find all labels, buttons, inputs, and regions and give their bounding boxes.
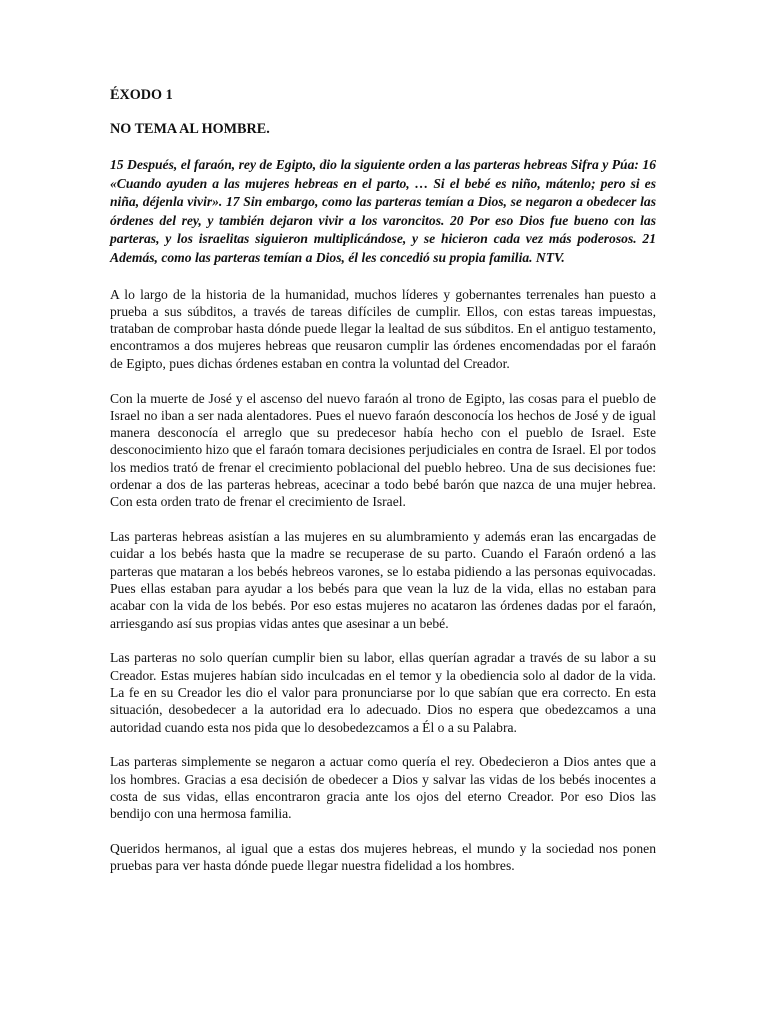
scripture-quote: 15 Después, el faraón, rey de Egipto, dio la siguiente orden a las parteras hebreas Sifra y Púa: 16 «Cuando ayuden a las mujeres hebreas en el parto, … Si el bebé es niño, mátenlo; pero si es niña, déjenla vivir». 17 Sin embargo, como las parteras temían a Dios, se negaron a obedecer las órdenes del rey, y también dejaron vivir a los varoncitos. 20 Por eso Dios fue bueno con las parteras, y los israelitas siguieron multiplicándose, y se hicieron cada vez más poderosos. 21 Además, como las parteras temían a Dios, él les concedió su propia familia. NTV. bbox=[110, 157, 656, 265]
paragraph-5: Las parteras simplemente se negaron a actuar como quería el rey. Obedecieron a Dios antes que a los hombres. Gracias a esa decisión de obedecer a Dios y salvar las vidas de los bebés inocentes a costa de sus vidas, ellas encontraron gracia ante los ojos del eterno Creador. Por eso Dios las bendijo con una hermosa familia. bbox=[110, 754, 656, 822]
document-page bbox=[110, 86, 656, 892]
paragraph-4: Las parteras no solo querían cumplir bien su labor, ellas querían agradar a través de su labor a su Creador. Estas mujeres habían sido inculcadas en el temor y la obediencia solo al dador de la vida. La fe en su Creador les dio el valor para pronunciarse por lo que sabían que era correcto. En esta situación, desobedecer a la autoridad era lo adecuado. Dios no espera que obedezcamos a una autoridad cuando esta nos pida que lo desobedezcamos a Él o a su Palabra. bbox=[110, 650, 656, 735]
paragraph-3: Las parteras hebreas asistían a las mujeres en su alumbramiento y además eran las encargadas de cuidar a los bebés hasta que la madre se recuperase de su parto. Cuando el Faraón ordenó a las parteras que mataran a los bebés hebreos varones, se lo estaba pidiendo a las personas equivocadas. Pues ellas estaban para ayudar a los bebés para que vean la luz de la vida, ellas no estaban para acabar con la vida de los bebés. Por eso estas mujeres no acataron las órdenes dadas por el faraón, arriesgando así sus propias vidas antes que asesinar a un bebé. bbox=[110, 529, 656, 631]
page-title: ÉXODO 1 bbox=[110, 87, 173, 103]
page-subtitle: NO TEMA AL HOMBRE. bbox=[110, 121, 270, 137]
paragraph-2: Con la muerte de José y el ascenso del nuevo faraón al trono de Egipto, las cosas para el pueblo de Israel no iban a ser nada alentadores. Pues el nuevo faraón desconocía los hechos de José y de igual manera desconocía el arreglo que su predecesor había hecho con el pueblo de Israel. Este desconocimiento hizo que el faraón tomara decisiones perjudiciales en contra de Israel. El por todos los medios trató de frenar el crecimiento poblacional del pueblo hebreo. Una de sus decisiones fue: ordenar a dos de las parteras hebreas, acecinar a todo bebé barón que nazca de una mujer hebrea. Con esta orden trato de frenar el crecimiento de Israel. bbox=[110, 390, 656, 510]
paragraph-6: Queridos hermanos, al igual que a estas dos mujeres hebreas, el mundo y la sociedad nos ponen pruebas para ver hasta dónde puede llegar nuestra fidelidad a los hombres. bbox=[110, 841, 656, 874]
paragraph-1: A lo largo de la historia de la humanidad, muchos líderes y gobernantes terrenales han puesto a prueba a sus súbditos, a través de tareas difíciles de cumplir. Ellos, con estas tareas impuestas, trataban de comprobar hasta dónde puede llegar la lealtad de sus súbditos. En el antiguo testamento, encontramos a dos mujeres hebreas que reusaron cumplir las órdenes encomendadas por el faraón de Egipto, pues dichas órdenes estaban en contra la voluntad del Creador. bbox=[110, 286, 656, 371]
